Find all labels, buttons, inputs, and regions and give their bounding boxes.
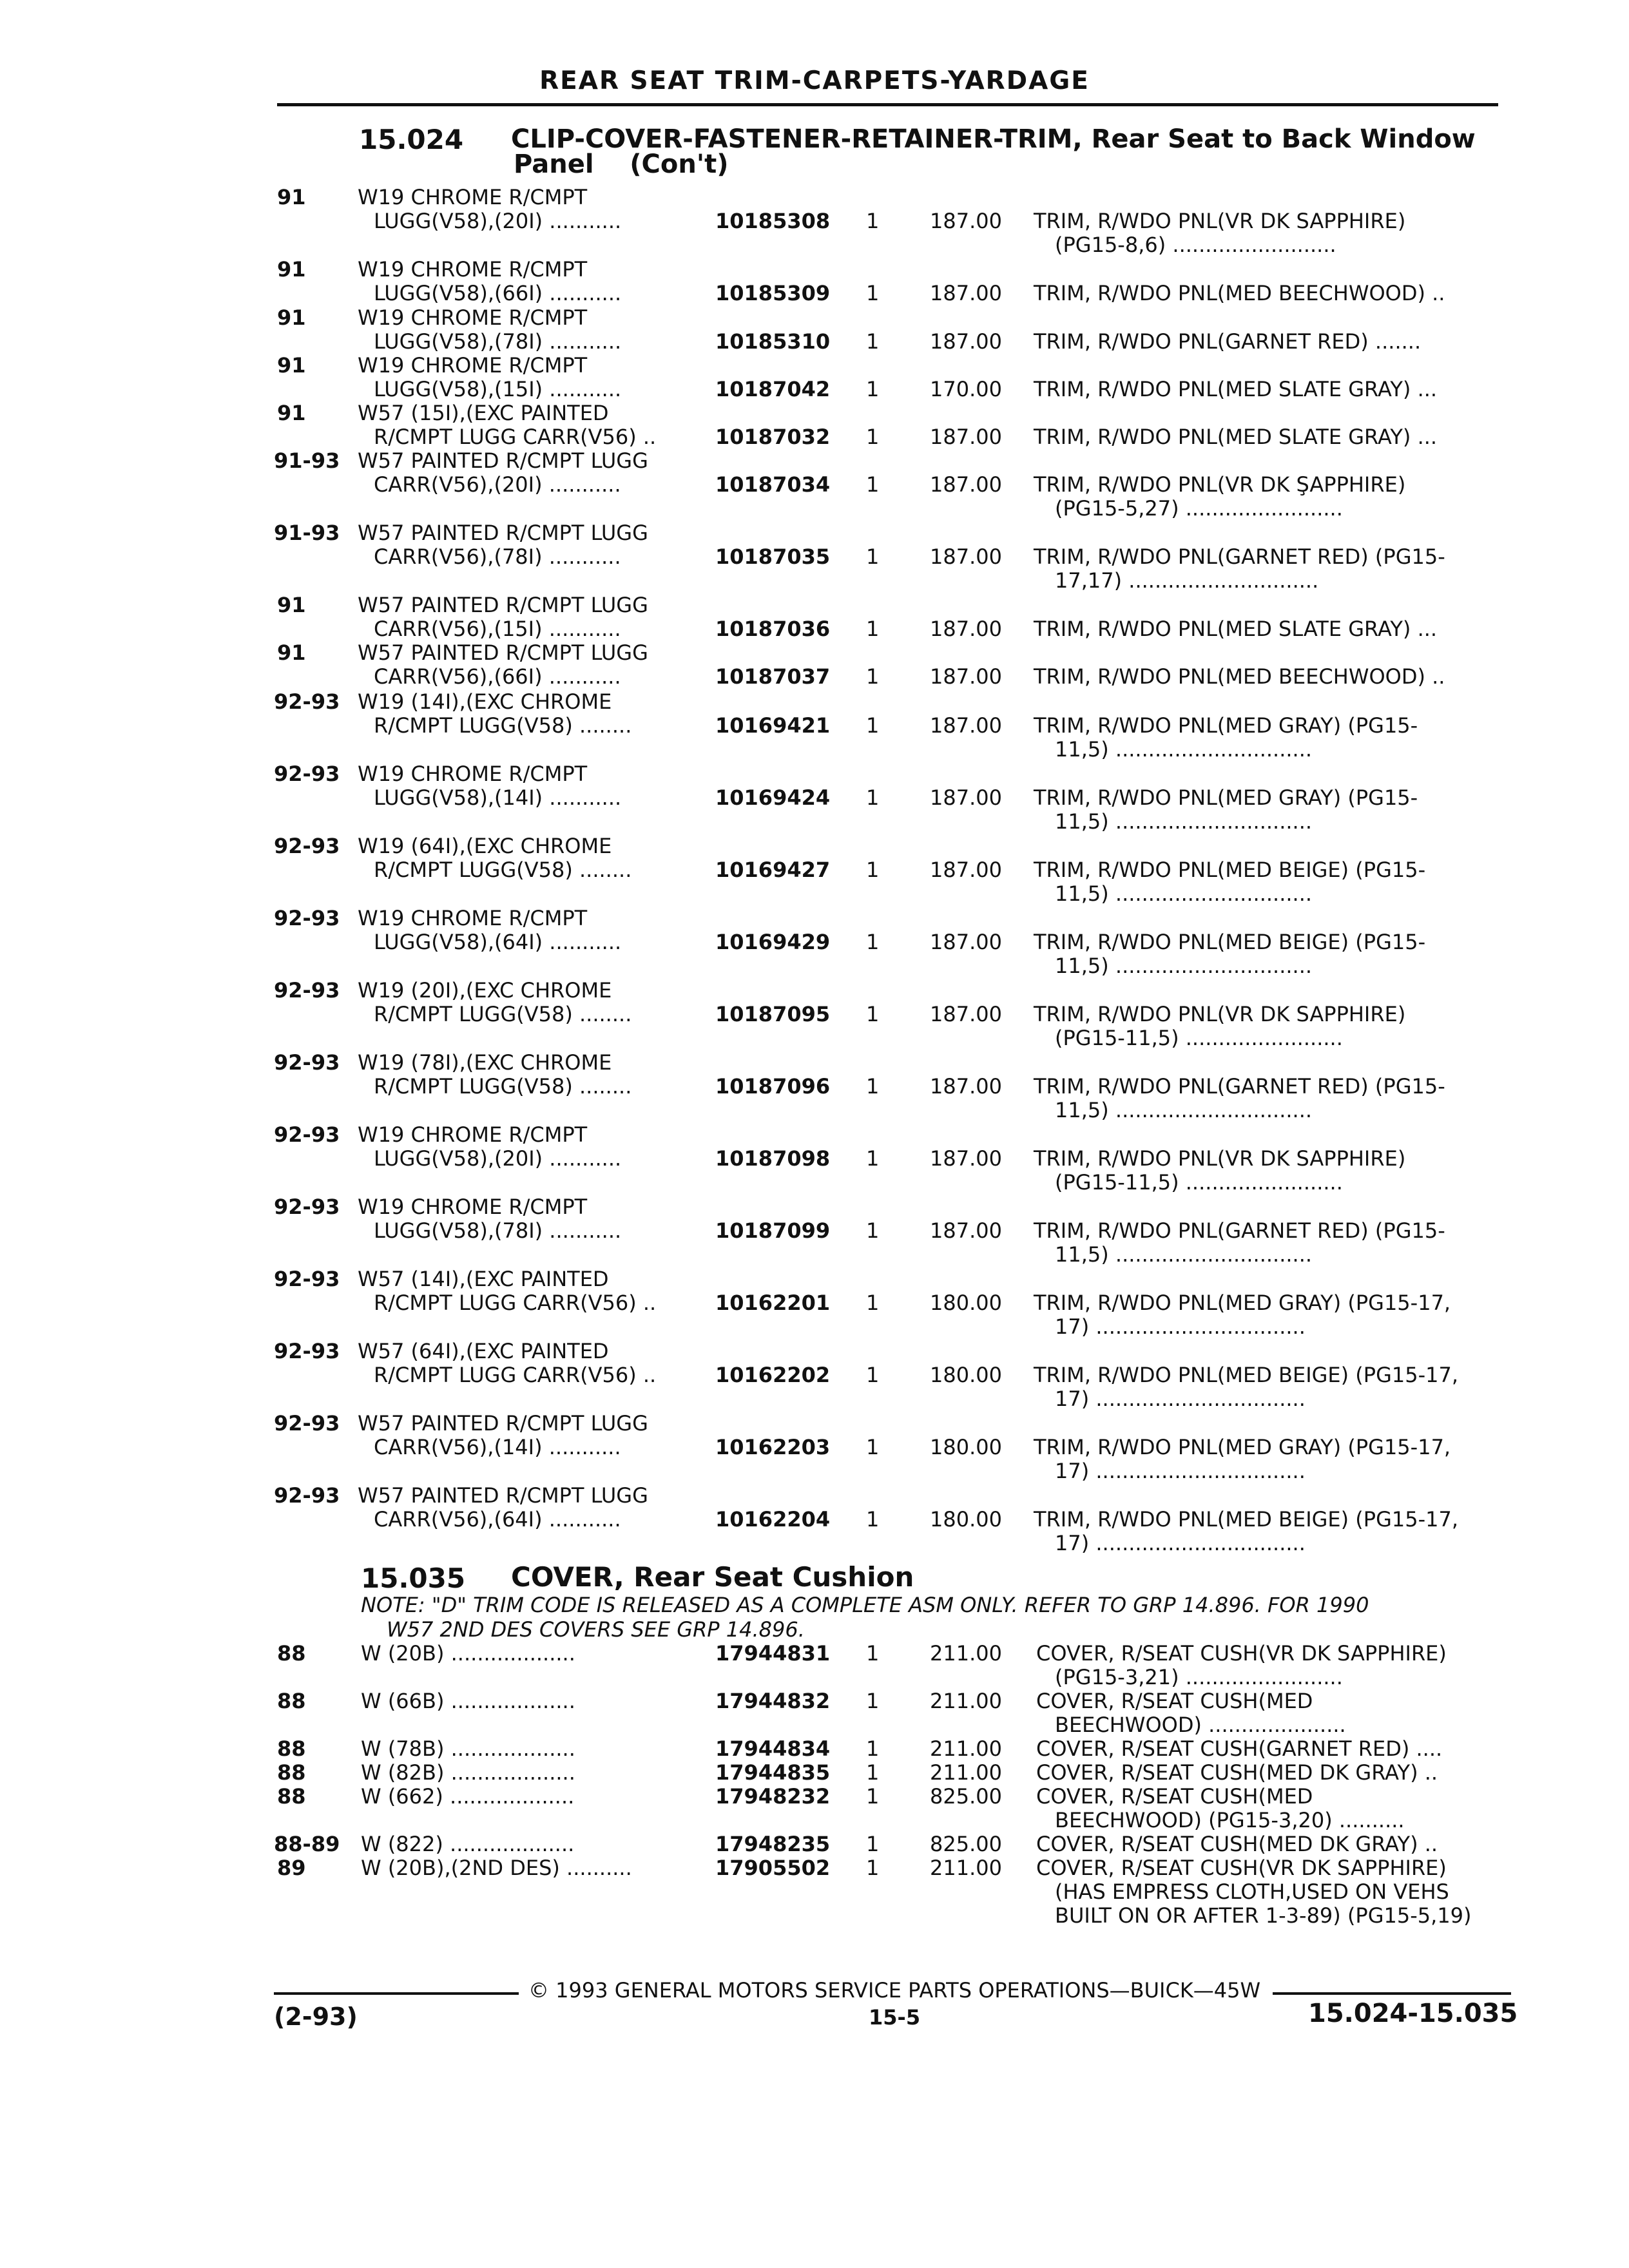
- part-description-cont: 11,5) ..............................: [1055, 737, 1313, 762]
- part-description: TRIM, R/WDO PNL(VR DK SAPPHIRE): [1034, 209, 1406, 233]
- part-description: COVER, R/SEAT CUSH(VR DK SAPPHIRE): [1036, 1641, 1447, 1666]
- part-number: 10187095: [715, 1002, 831, 1026]
- quantity: 1: [866, 1291, 880, 1315]
- part-number: 17944832: [715, 1689, 831, 1713]
- part-description: TRIM, R/WDO PNL(MED BEECHWOOD) ..: [1034, 281, 1445, 305]
- part-number: 10169421: [715, 713, 831, 738]
- part-number: 10187099: [715, 1218, 831, 1243]
- description-line-1: W19 (78I),(EXC CHROME: [358, 1050, 612, 1075]
- part-description: TRIM, R/WDO PNL(MED BEIGE) (PG15-17,: [1034, 1507, 1459, 1532]
- part-number: 10185308: [715, 209, 831, 233]
- part-description: TRIM, R/WDO PNL(GARNET RED) .......: [1034, 329, 1422, 354]
- model-year: 88: [277, 1641, 306, 1666]
- description-line-1: W57 PAINTED R/CMPT LUGG: [358, 521, 648, 545]
- part-number: 10187096: [715, 1074, 831, 1099]
- part-description-cont: (PG15-5,27) ........................: [1055, 496, 1343, 521]
- quantity: 1: [866, 785, 880, 810]
- quantity: 1: [866, 1832, 880, 1856]
- part-description-cont: 17) ................................: [1055, 1531, 1306, 1555]
- part-number: 10187032: [715, 425, 831, 449]
- description-line-1: W19 (20I),(EXC CHROME: [358, 978, 612, 1003]
- description-line-1: W57 PAINTED R/CMPT LUGG: [358, 448, 648, 473]
- model-year: 89: [277, 1856, 306, 1880]
- description-line-1: W19 CHROME R/CMPT: [358, 305, 588, 330]
- description-line-2: CARR(V56),(14I) ...........: [374, 1435, 621, 1459]
- model-year: 92-93: [274, 1122, 340, 1147]
- model-year: 92-93: [274, 978, 340, 1003]
- model-year: 91: [277, 185, 306, 209]
- part-description-cont: (PG15-3,21) ........................: [1055, 1665, 1343, 1689]
- price: 187.00: [930, 472, 1002, 497]
- quantity: 1: [866, 1074, 880, 1099]
- description-line-1: W57 PAINTED R/CMPT LUGG: [358, 1411, 648, 1436]
- quantity: 1: [866, 329, 880, 354]
- quantity: 1: [866, 1507, 880, 1532]
- price: 187.00: [930, 713, 1002, 738]
- description-line-2: LUGG(V58),(64I) ...........: [374, 930, 622, 954]
- quantity: 1: [866, 209, 880, 233]
- model-year: 88: [277, 1760, 306, 1785]
- model-year: 91: [277, 353, 306, 378]
- quantity: 1: [866, 1146, 880, 1171]
- quantity: 1: [866, 377, 880, 401]
- part-description-cont: BEECHWOOD) .....................: [1055, 1713, 1346, 1737]
- price: 180.00: [930, 1363, 1002, 1387]
- part-number: 17948235: [715, 1832, 831, 1856]
- part-description-cont: (HAS EMPRESS CLOTH,USED ON VEHS: [1055, 1879, 1449, 1904]
- description-line-2: CARR(V56),(20I) ...........: [374, 472, 621, 497]
- part-description: TRIM, R/WDO PNL(MED SLATE GRAY) ...: [1034, 377, 1438, 401]
- description-line-1: W57 PAINTED R/CMPT LUGG: [358, 1483, 648, 1508]
- description-line-2: R/CMPT LUGG(V58) ........: [374, 1074, 632, 1099]
- price: 187.00: [930, 281, 1002, 305]
- part-description: TRIM, R/WDO PNL(MED BEIGE) (PG15-: [1034, 930, 1426, 954]
- price: 211.00: [930, 1641, 1002, 1666]
- quantity: 1: [866, 1856, 880, 1880]
- description-line-2: R/CMPT LUGG(V58) ........: [374, 1002, 632, 1026]
- description-line-2: CARR(V56),(66I) ...........: [374, 664, 621, 689]
- part-number: 10162203: [715, 1435, 831, 1459]
- part-number: 10187034: [715, 472, 831, 497]
- price: 180.00: [930, 1507, 1002, 1532]
- description-line-2: CARR(V56),(15I) ...........: [374, 617, 621, 641]
- description-line-2: R/CMPT LUGG CARR(V56) ..: [374, 425, 657, 449]
- model-year: 88-89: [274, 1832, 340, 1856]
- description-line-1: W19 CHROME R/CMPT: [358, 762, 588, 786]
- description-line-2: LUGG(V58),(20I) ...........: [374, 1146, 622, 1171]
- price: 170.00: [930, 377, 1002, 401]
- part-description: TRIM, R/WDO PNL(MED BEIGE) (PG15-: [1034, 858, 1426, 882]
- part-number: 10162204: [715, 1507, 831, 1532]
- price: 211.00: [930, 1736, 1002, 1761]
- price: 187.00: [930, 1074, 1002, 1099]
- price: 825.00: [930, 1832, 1002, 1856]
- model-year: 91: [277, 640, 306, 665]
- description-line-1: W19 CHROME R/CMPT: [358, 185, 588, 209]
- part-number: 17944835: [715, 1760, 831, 1785]
- description-line-2: LUGG(V58),(78I) ...........: [374, 1218, 622, 1243]
- footer-rule-left: [274, 1992, 519, 1995]
- description-line-2: R/CMPT LUGG CARR(V56) ..: [374, 1363, 657, 1387]
- model-year: 91: [277, 401, 306, 425]
- part-description-cont: BEECHWOOD) (PG15-3,20) ..........: [1055, 1808, 1405, 1832]
- part-description: TRIM, R/WDO PNL(MED SLATE GRAY) ...: [1034, 617, 1438, 641]
- part-number: 17905502: [715, 1856, 831, 1880]
- price: 187.00: [930, 425, 1002, 449]
- part-description: TRIM, R/WDO PNL(MED BEECHWOOD) ..: [1034, 664, 1445, 689]
- model-year: 91: [277, 593, 306, 617]
- model-year: 91: [277, 305, 306, 330]
- model-year: 92-93: [274, 1050, 340, 1075]
- description-line-1: W19 CHROME R/CMPT: [358, 1122, 588, 1147]
- copyright: © 1993 GENERAL MOTORS SERVICE PARTS OPERATIONS—BUICK—45W: [528, 1978, 1261, 2003]
- model-year: 88: [277, 1784, 306, 1809]
- price: 187.00: [930, 858, 1002, 882]
- part-description: COVER, R/SEAT CUSH(VR DK SAPPHIRE): [1036, 1856, 1447, 1880]
- quantity: 1: [866, 472, 880, 497]
- part-description: TRIM, R/WDO PNL(VR DK SAPPHIRE): [1034, 1146, 1406, 1171]
- price: 187.00: [930, 617, 1002, 641]
- description-line-1: W57 PAINTED R/CMPT LUGG: [358, 593, 648, 617]
- price: 211.00: [930, 1760, 1002, 1785]
- part-description-cont: 11,5) ..............................: [1055, 954, 1313, 978]
- price: 187.00: [930, 664, 1002, 689]
- part-description: COVER, R/SEAT CUSH(GARNET RED) ....: [1036, 1736, 1443, 1761]
- price: 187.00: [930, 1002, 1002, 1026]
- part-description: COVER, R/SEAT CUSH(MED: [1036, 1689, 1313, 1713]
- part-description: TRIM, R/WDO PNL(MED GRAY) (PG15-: [1034, 785, 1418, 810]
- section-number: 15.024: [359, 124, 464, 155]
- part-description: TRIM, R/WDO PNL(GARNET RED) (PG15-: [1034, 544, 1445, 569]
- description: W (20B),(2ND DES) ..........: [361, 1856, 632, 1880]
- price: 211.00: [930, 1856, 1002, 1880]
- description-line-1: W19 (14I),(EXC CHROME: [358, 689, 612, 714]
- part-description-cont: 11,5) ..............................: [1055, 1098, 1313, 1122]
- price: 825.00: [930, 1784, 1002, 1809]
- price: 187.00: [930, 785, 1002, 810]
- model-year: 92-93: [274, 762, 340, 786]
- price: 180.00: [930, 1291, 1002, 1315]
- description-line-2: LUGG(V58),(20I) ...........: [374, 209, 622, 233]
- part-description: TRIM, R/WDO PNL(GARNET RED) (PG15-: [1034, 1074, 1445, 1099]
- quantity: 1: [866, 1784, 880, 1809]
- description-line-2: LUGG(V58),(14I) ...........: [374, 785, 622, 810]
- part-number: 10187035: [715, 544, 831, 569]
- part-number: 10187037: [715, 664, 831, 689]
- description-line-2: LUGG(V58),(15I) ...........: [374, 377, 622, 401]
- description-line-1: W57 PAINTED R/CMPT LUGG: [358, 640, 648, 665]
- part-number: 10187036: [715, 617, 831, 641]
- model-year: 91: [277, 257, 306, 282]
- page-number: 15-5: [869, 2005, 921, 2030]
- description-line-1: W19 (64I),(EXC CHROME: [358, 834, 612, 858]
- description-line-2: R/CMPT LUGG(V58) ........: [374, 858, 632, 882]
- revision-date: (2-93): [274, 2003, 358, 2031]
- part-description-cont: 17,17) .............................: [1055, 568, 1319, 593]
- part-number: 10162201: [715, 1291, 831, 1315]
- description: W (20B) ...................: [361, 1641, 575, 1666]
- part-description-cont: 17) ................................: [1055, 1314, 1306, 1339]
- section-note: NOTE: "D" TRIM CODE IS RELEASED AS A COMPLETE ASM ONLY. REFER TO GRP 14.896. FOR 1990: [361, 1593, 1369, 1617]
- quantity: 1: [866, 281, 880, 305]
- part-number: 17944834: [715, 1736, 831, 1761]
- page-header-title: REAR SEAT TRIM-CARPETS-YARDAGE: [539, 66, 1090, 95]
- part-description-cont: (PG15-11,5) ........................: [1055, 1170, 1343, 1195]
- description: W (78B) ...................: [361, 1736, 575, 1761]
- part-description: TRIM, R/WDO PNL(MED GRAY) (PG15-: [1034, 713, 1418, 738]
- part-number: 10169427: [715, 858, 831, 882]
- part-description: COVER, R/SEAT CUSH(MED: [1036, 1784, 1313, 1809]
- group-range: 15.024-15.035: [1308, 1999, 1518, 2028]
- part-description: TRIM, R/WDO PNL(MED GRAY) (PG15-17,: [1034, 1435, 1451, 1459]
- quantity: 1: [866, 1002, 880, 1026]
- model-year: 92-93: [274, 834, 340, 858]
- section-note-cont: W57 2ND DES COVERS SEE GRP 14.896.: [387, 1617, 805, 1642]
- part-description-cont: 11,5) ..............................: [1055, 1242, 1313, 1267]
- model-year: 88: [277, 1689, 306, 1713]
- quantity: 1: [866, 930, 880, 954]
- part-number: 10169429: [715, 930, 831, 954]
- description-line-2: CARR(V56),(64I) ...........: [374, 1507, 621, 1532]
- price: 187.00: [930, 544, 1002, 569]
- quantity: 1: [866, 858, 880, 882]
- price: 187.00: [930, 930, 1002, 954]
- quantity: 1: [866, 1641, 880, 1666]
- description-line-2: LUGG(V58),(78I) ...........: [374, 329, 622, 354]
- quantity: 1: [866, 713, 880, 738]
- price: 187.00: [930, 329, 1002, 354]
- part-number: 17944831: [715, 1641, 831, 1666]
- description-line-1: W19 CHROME R/CMPT: [358, 1195, 588, 1219]
- description-line-1: W19 CHROME R/CMPT: [358, 257, 588, 282]
- quantity: 1: [866, 1435, 880, 1459]
- model-year: 91-93: [274, 448, 340, 473]
- part-number: 10169424: [715, 785, 831, 810]
- model-year: 91-93: [274, 521, 340, 545]
- part-number: 10162202: [715, 1363, 831, 1387]
- description-line-1: W19 CHROME R/CMPT: [358, 353, 588, 378]
- model-year: 92-93: [274, 1195, 340, 1219]
- description: W (822) ...................: [361, 1832, 575, 1856]
- description: W (66B) ...................: [361, 1689, 575, 1713]
- quantity: 1: [866, 664, 880, 689]
- part-number: 17948232: [715, 1784, 831, 1809]
- section-title-cont: Panel (Con't): [514, 149, 729, 179]
- part-description-cont: 11,5) ..............................: [1055, 809, 1313, 834]
- part-description: TRIM, R/WDO PNL(GARNET RED) (PG15-: [1034, 1218, 1445, 1243]
- quantity: 1: [866, 544, 880, 569]
- description: W (662) ...................: [361, 1784, 575, 1809]
- part-description-cont-2: BUILT ON OR AFTER 1-3-89) (PG15-5,19): [1055, 1903, 1472, 1928]
- model-year: 92-93: [274, 1483, 340, 1508]
- section-number-2: 15.035: [361, 1562, 466, 1594]
- part-number: 10185309: [715, 281, 831, 305]
- part-description: TRIM, R/WDO PNL(VR DK ŞAPPHIRE): [1034, 472, 1406, 497]
- price: 187.00: [930, 1146, 1002, 1171]
- model-year: 88: [277, 1736, 306, 1761]
- part-number: 10187098: [715, 1146, 831, 1171]
- description: W (82B) ...................: [361, 1760, 575, 1785]
- section-title-2: COVER, Rear Seat Cushion: [511, 1561, 914, 1593]
- price: 187.00: [930, 1218, 1002, 1243]
- quantity: 1: [866, 425, 880, 449]
- footer-rule-right: [1273, 1992, 1511, 1995]
- description-line-2: R/CMPT LUGG CARR(V56) ..: [374, 1291, 657, 1315]
- part-description: TRIM, R/WDO PNL(MED GRAY) (PG15-17,: [1034, 1291, 1451, 1315]
- part-description: TRIM, R/WDO PNL(MED BEIGE) (PG15-17,: [1034, 1363, 1459, 1387]
- quantity: 1: [866, 1218, 880, 1243]
- part-description: TRIM, R/WDO PNL(MED SLATE GRAY) ...: [1034, 425, 1438, 449]
- description-line-2: CARR(V56),(78I) ...........: [374, 544, 621, 569]
- part-description-cont: 11,5) ..............................: [1055, 881, 1313, 906]
- quantity: 1: [866, 617, 880, 641]
- price: 187.00: [930, 209, 1002, 233]
- model-year: 92-93: [274, 689, 340, 714]
- model-year: 92-93: [274, 1411, 340, 1436]
- header-rule: [277, 103, 1498, 106]
- description-line-1: W57 (14I),(EXC PAINTED: [358, 1267, 609, 1291]
- section-title: CLIP-COVER-FASTENER-RETAINER-TRIM, Rear Seat to Back Window: [511, 124, 1476, 154]
- description-line-1: W19 CHROME R/CMPT: [358, 906, 588, 930]
- part-number: 10187042: [715, 377, 831, 401]
- price: 180.00: [930, 1435, 1002, 1459]
- quantity: 1: [866, 1736, 880, 1761]
- part-description-cont: (PG15-8,6) .........................: [1055, 233, 1336, 257]
- model-year: 92-93: [274, 1339, 340, 1363]
- part-description: TRIM, R/WDO PNL(VR DK SAPPHIRE): [1034, 1002, 1406, 1026]
- model-year: 92-93: [274, 1267, 340, 1291]
- part-number: 10185310: [715, 329, 831, 354]
- part-description: COVER, R/SEAT CUSH(MED DK GRAY) ..: [1036, 1832, 1438, 1856]
- description-line-2: LUGG(V58),(66I) ...........: [374, 281, 622, 305]
- description-line-1: W57 (15I),(EXC PAINTED: [358, 401, 609, 425]
- model-year: 92-93: [274, 906, 340, 930]
- price: 211.00: [930, 1689, 1002, 1713]
- part-description-cont: 17) ................................: [1055, 1459, 1306, 1483]
- quantity: 1: [866, 1689, 880, 1713]
- quantity: 1: [866, 1363, 880, 1387]
- description-line-2: R/CMPT LUGG(V58) ........: [374, 713, 632, 738]
- description-line-1: W57 (64I),(EXC PAINTED: [358, 1339, 609, 1363]
- quantity: 1: [866, 1760, 880, 1785]
- part-description: COVER, R/SEAT CUSH(MED DK GRAY) ..: [1036, 1760, 1438, 1785]
- part-description-cont: (PG15-11,5) ........................: [1055, 1026, 1343, 1050]
- part-description-cont: 17) ................................: [1055, 1387, 1306, 1411]
